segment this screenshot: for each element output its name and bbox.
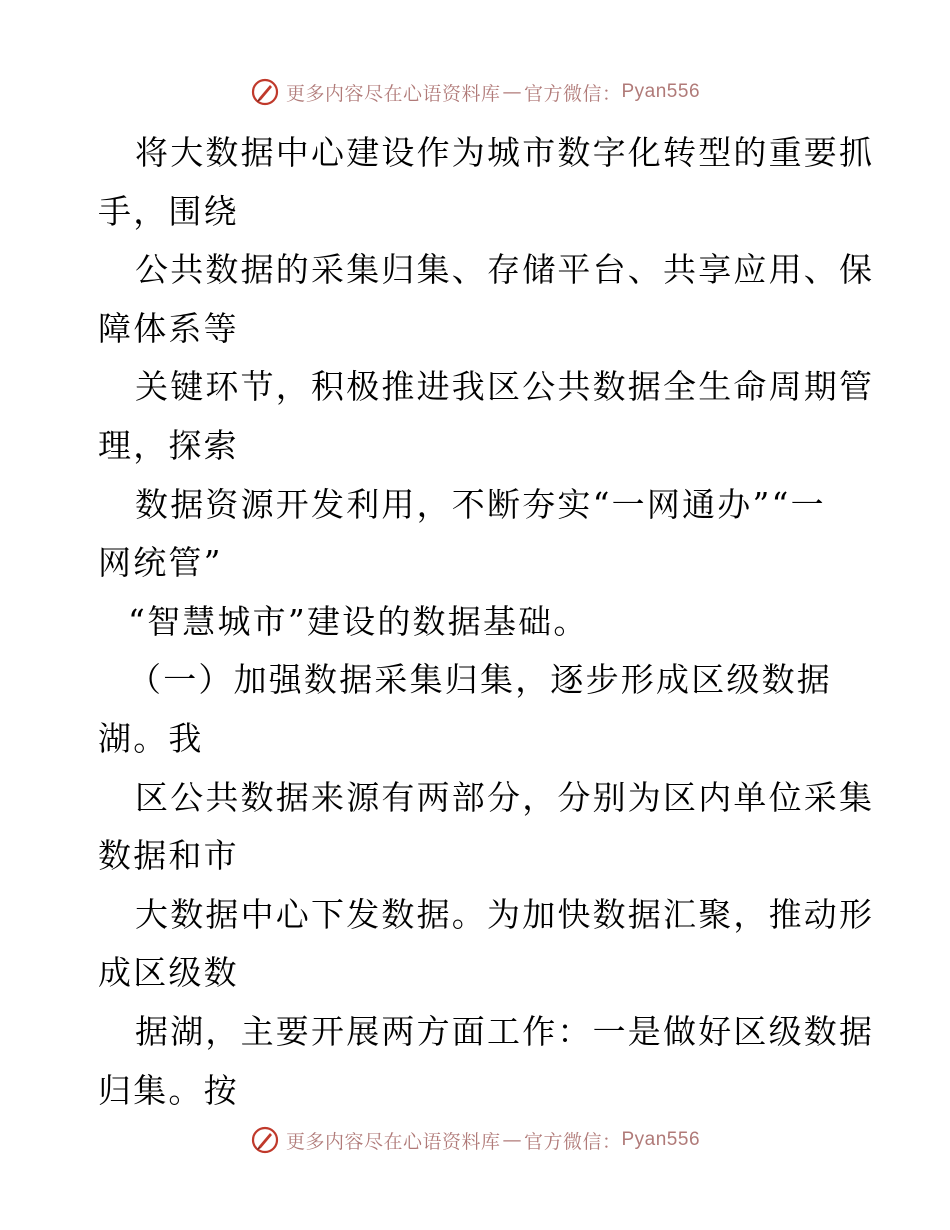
text-line: 成区级数	[98, 953, 239, 993]
document-body	[98, 124, 875, 1120]
text-line: 理，探索	[98, 425, 239, 465]
section-heading: （一）加强数据采集归集，逐步形成区级数据	[128, 660, 832, 700]
text-line: 大数据中心下发数据。为加快数据汇聚，推动形	[135, 894, 875, 934]
text-line: “智慧城市”建设的数据基础。	[128, 601, 589, 641]
watermark-id: Pyan556	[621, 81, 701, 102]
text-line: 关键环节，积极推进我区公共数据全生命周期管	[135, 367, 875, 407]
text-line: 湖。我	[98, 718, 204, 758]
text-line: 手，围绕	[98, 191, 239, 231]
watermark-id: Pyan556	[621, 1129, 701, 1150]
text-line: 归集。按	[98, 1070, 239, 1110]
text-line: 数据资源开发利用，不断夯实“一网通办”“一	[135, 484, 826, 524]
text-line: 障体系等	[98, 308, 239, 348]
text-line: 将大数据中心建设作为城市数字化转型的重要抓	[135, 133, 875, 172]
footer-watermark	[0, 1120, 950, 1160]
watermark-text: 更多内容尽在心语资料库	[285, 1130, 501, 1153]
text-line: 据湖，主要开展两方面工作：一是做好区级数据	[135, 1011, 875, 1051]
header-watermark	[0, 72, 950, 112]
quill-logo-icon	[250, 1125, 280, 1155]
quill-logo-icon	[250, 77, 280, 107]
text-line: 公共数据的采集归集、存储平台、共享应用、保	[135, 250, 875, 290]
watermark-label: 官方微信：	[523, 82, 622, 105]
watermark-separator: —	[502, 81, 522, 103]
watermark-label: 官方微信：	[523, 1130, 622, 1153]
text-line: 数据和市	[98, 836, 239, 876]
watermark-separator: —	[502, 1129, 522, 1151]
text-line: 区公共数据来源有两部分，分别为区内单位采集	[135, 777, 875, 817]
text-line: 网统管”	[98, 543, 223, 583]
watermark-text: 更多内容尽在心语资料库	[285, 82, 501, 105]
